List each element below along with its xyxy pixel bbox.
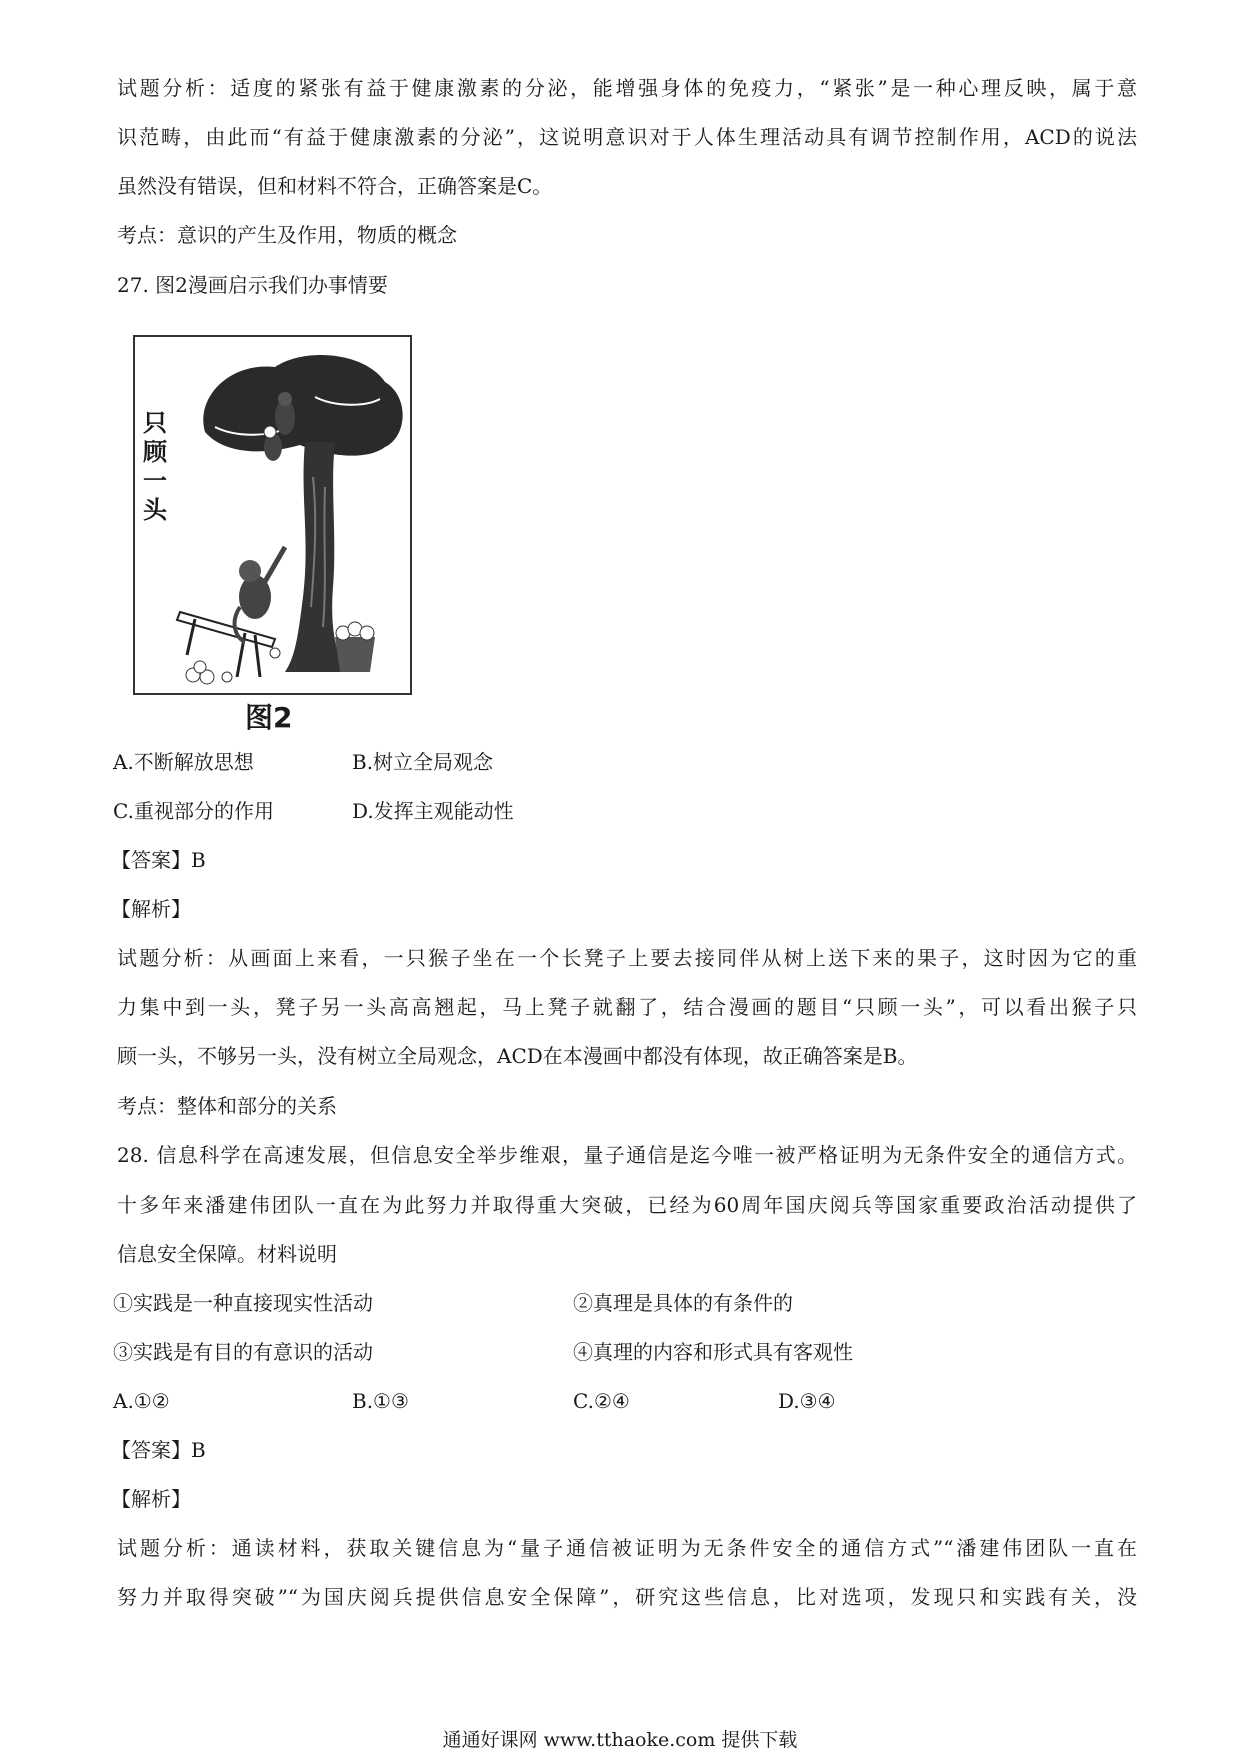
tree-canopy	[203, 355, 402, 456]
q28-option-a: A.①②	[113, 1389, 170, 1413]
q27-analysis-line-3: 顾一头，不够另一头，没有树立全局观念，ACD在本漫画中都没有体现，故正确答案是B。	[117, 1044, 918, 1068]
q26-analysis-line-3: 虽然没有错误，但和材料不符合，正确答案是C。	[117, 174, 553, 198]
q26-kaodian: 考点：意识的产生及作用，物质的概念	[117, 223, 457, 247]
q26-analysis-line-1: 试题分析：适度的紧张有益于健康激素的分泌，能增强身体的免疫力，“紧张”是一种心理反映，属于意	[117, 76, 1137, 100]
cartoon-title-char: 顾	[143, 438, 167, 466]
q27-stem: 27. 图2漫画启示我们办事情要	[117, 273, 388, 297]
q28-stem-line-1: 28. 信息科学在高速发展，但信息安全举步维艰，量子通信是迄今唯一被严格证明为无条件安全的通信方式。	[117, 1143, 1137, 1167]
q27-option-b: B.树立全局观念	[352, 750, 494, 774]
q27-option-a: A.不断解放思想	[113, 750, 254, 774]
q28-statement-1: ①实践是一种直接现实性活动	[113, 1291, 373, 1315]
q28-answer: 【答案】B	[111, 1438, 206, 1462]
q27-option-d: D.发挥主观能动性	[352, 799, 514, 823]
q28-jiexi-heading: 【解析】	[111, 1487, 191, 1511]
q28-option-c: C.②④	[573, 1389, 630, 1413]
q28-stem-line-3: 信息安全保障。材料说明	[117, 1242, 337, 1266]
q28-statement-2: ②真理是具体的有条件的	[573, 1291, 793, 1315]
q28-statement-4: ④真理的内容和形式具有客观性	[573, 1340, 853, 1364]
q27-analysis-line-2: 力集中到一头，凳子另一头高高翘起，马上凳子就翻了，结合漫画的题目“只顾一头”，可以看出猴子只	[117, 995, 1137, 1019]
cartoon-title-char: 只	[143, 409, 167, 437]
q28-statement-3: ③实践是有目的有意识的活动	[113, 1340, 373, 1364]
cartoon-illustration	[135, 337, 410, 693]
page-footer: 通通好课网 www.tthaoke.com 提供下载	[442, 1729, 798, 1751]
q27-jiexi-heading: 【解析】	[111, 897, 191, 921]
q28-analysis-line-2: 努力并取得突破”“为国庆阅兵提供信息安全保障”，研究这些信息，比对选项，发现只和实践有关，没	[117, 1585, 1137, 1609]
q28-option-d: D.③④	[778, 1389, 836, 1413]
cartoon-title-char: 头	[143, 496, 167, 524]
figure-caption: 图2	[245, 701, 293, 734]
q27-answer: 【答案】B	[111, 848, 206, 872]
cartoon-title-char: 一	[143, 467, 167, 495]
fruit-basket	[335, 637, 375, 672]
cartoon-figure	[133, 335, 412, 695]
q27-kaodian: 考点：整体和部分的关系	[117, 1094, 337, 1118]
q28-stem-line-2: 十多年来潘建伟团队一直在为此努力并取得重大突破，已经为60周年国庆阅兵等国家重要政治活动提供了	[117, 1193, 1137, 1217]
q26-analysis-line-2: 识范畴，由此而“有益于健康激素的分泌”，这说明意识对于人体生理活动具有调节控制作用，ACD的说法	[117, 125, 1137, 149]
q27-analysis-line-1: 试题分析：从画面上来看，一只猴子坐在一个长凳子上要去接同伴从树上送下来的果子，这时因为它的重	[117, 946, 1137, 970]
q27-option-c: C.重视部分的作用	[113, 799, 274, 823]
q28-option-b: B.①③	[352, 1389, 409, 1413]
q28-analysis-line-1: 试题分析：通读材料，获取关键信息为“量子通信被证明为无条件安全的通信方式”“潘建伟团队一直在	[117, 1536, 1137, 1560]
